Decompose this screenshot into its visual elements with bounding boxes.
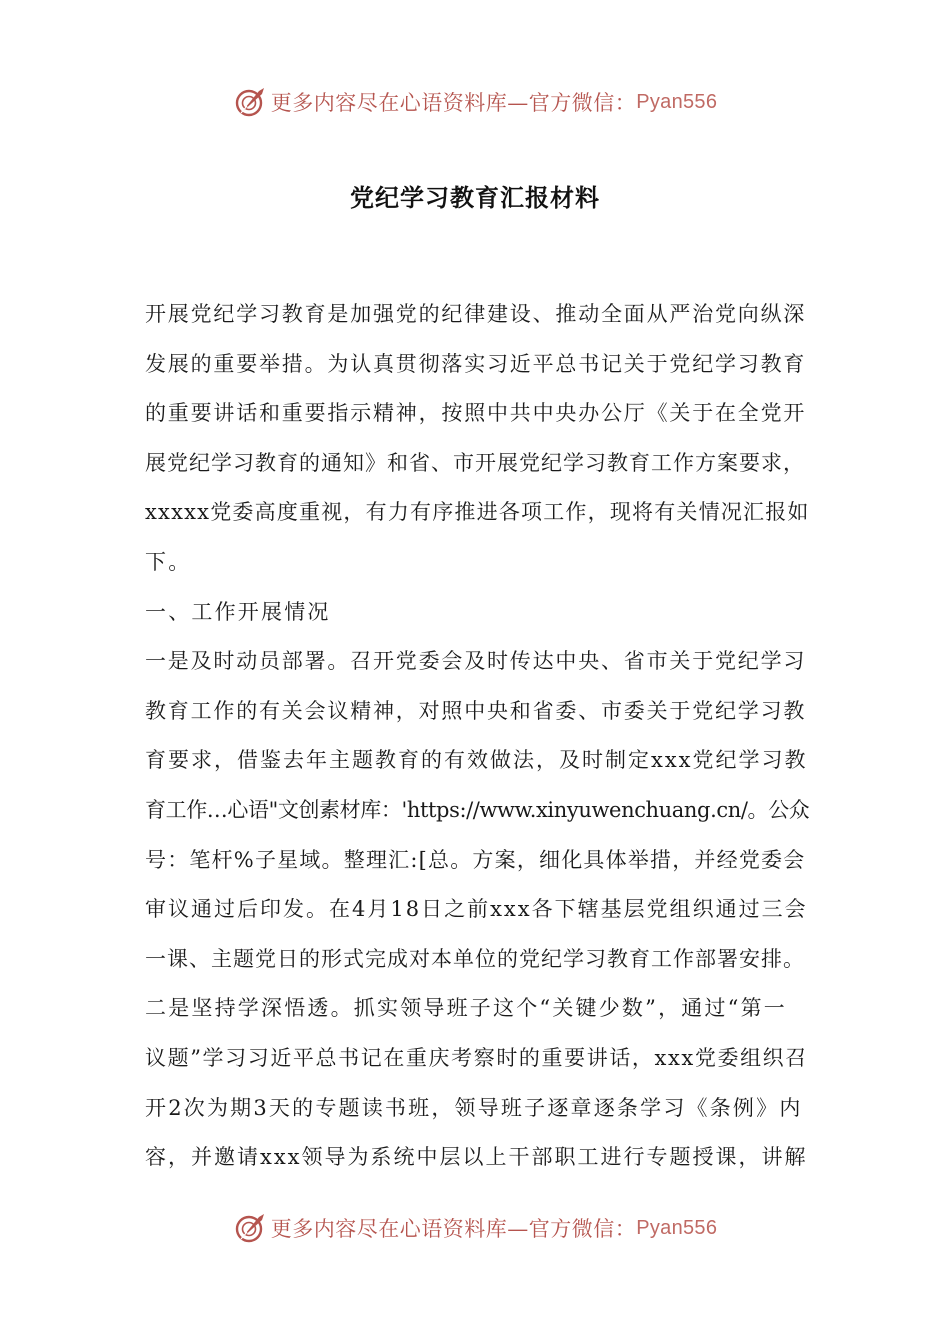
- watermark-code: Pyan556: [636, 1216, 718, 1239]
- watermark-banner-top: [0, 82, 950, 122]
- text-line: 下。: [145, 549, 192, 574]
- watermark-text: 更多内容尽在心语资料库—官方微信：: [270, 91, 637, 115]
- quill-pen-logo-icon: [233, 1211, 267, 1245]
- section-heading: 一、工作开展情况: [145, 599, 331, 624]
- text-line: 审议通过后印发。在4月18日之前xxx各下辖基层党组织通过三会: [145, 897, 808, 922]
- text-line: 一课、主题党日的形式完成对本单位的党纪学习教育工作部署安排。: [145, 946, 805, 971]
- text-line: 号：笔杆%子星域。整理汇:[总。方案，细化具体举措，并经党委会: [145, 847, 806, 872]
- quill-pen-logo-icon: [233, 85, 267, 119]
- text-line: 育工作…心语"文创素材库：'https://www.xinyuwenchuang.cn/。公众: [145, 797, 810, 822]
- text-line: 教育工作的有关会议精神，对照中央和省委、市委关于党纪学习教: [145, 698, 807, 723]
- text-line: xxxxx党委高度重视，有力有序推进各项工作，现将有关情况汇报如: [145, 500, 810, 525]
- watermark-banner-bottom: [0, 1208, 950, 1248]
- text-line: 发展的重要举措。为认真贯彻落实习近平总书记关于党纪学习教育: [145, 351, 807, 376]
- text-line: 的重要讲话和重要指示精神，按照中共中央办公厅《关于在全党开: [145, 401, 807, 426]
- text-line: 开2次为期3天的专题读书班，领导班子逐章逐条学习《条例》内: [145, 1095, 803, 1120]
- text-line: 开展党纪学习教育是加强党的纪律建设、推动全面从严治党向纵深: [145, 302, 807, 326]
- text-line: 展党纪学习教育的通知》和省、市开展党纪学习教育工作方案要求，: [145, 450, 805, 475]
- document-body: [145, 293, 810, 1186]
- text-line: 育要求，借鉴去年主题教育的有效做法，及时制定xxx党纪学习教: [145, 748, 808, 773]
- watermark-text: 更多内容尽在心语资料库—官方微信：: [270, 1217, 637, 1241]
- text-line: 二是坚持学深悟透。抓实领导班子这个“关键少数”，通过“第一: [145, 996, 788, 1021]
- watermark-code: Pyan556: [636, 90, 718, 113]
- document-title: 党纪学习教育汇报材料: [350, 183, 600, 212]
- text-line: 议题”学习习近平总书记在重庆考察时的重要讲话，xxx党委组织召: [145, 1045, 808, 1070]
- text-line: 一是及时动员部署。召开党委会及时传达中央、省市关于党纪学习: [145, 649, 807, 674]
- text-line: 容，并邀请xxx领导为系统中层以上干部职工进行专题授课，讲解: [145, 1145, 808, 1170]
